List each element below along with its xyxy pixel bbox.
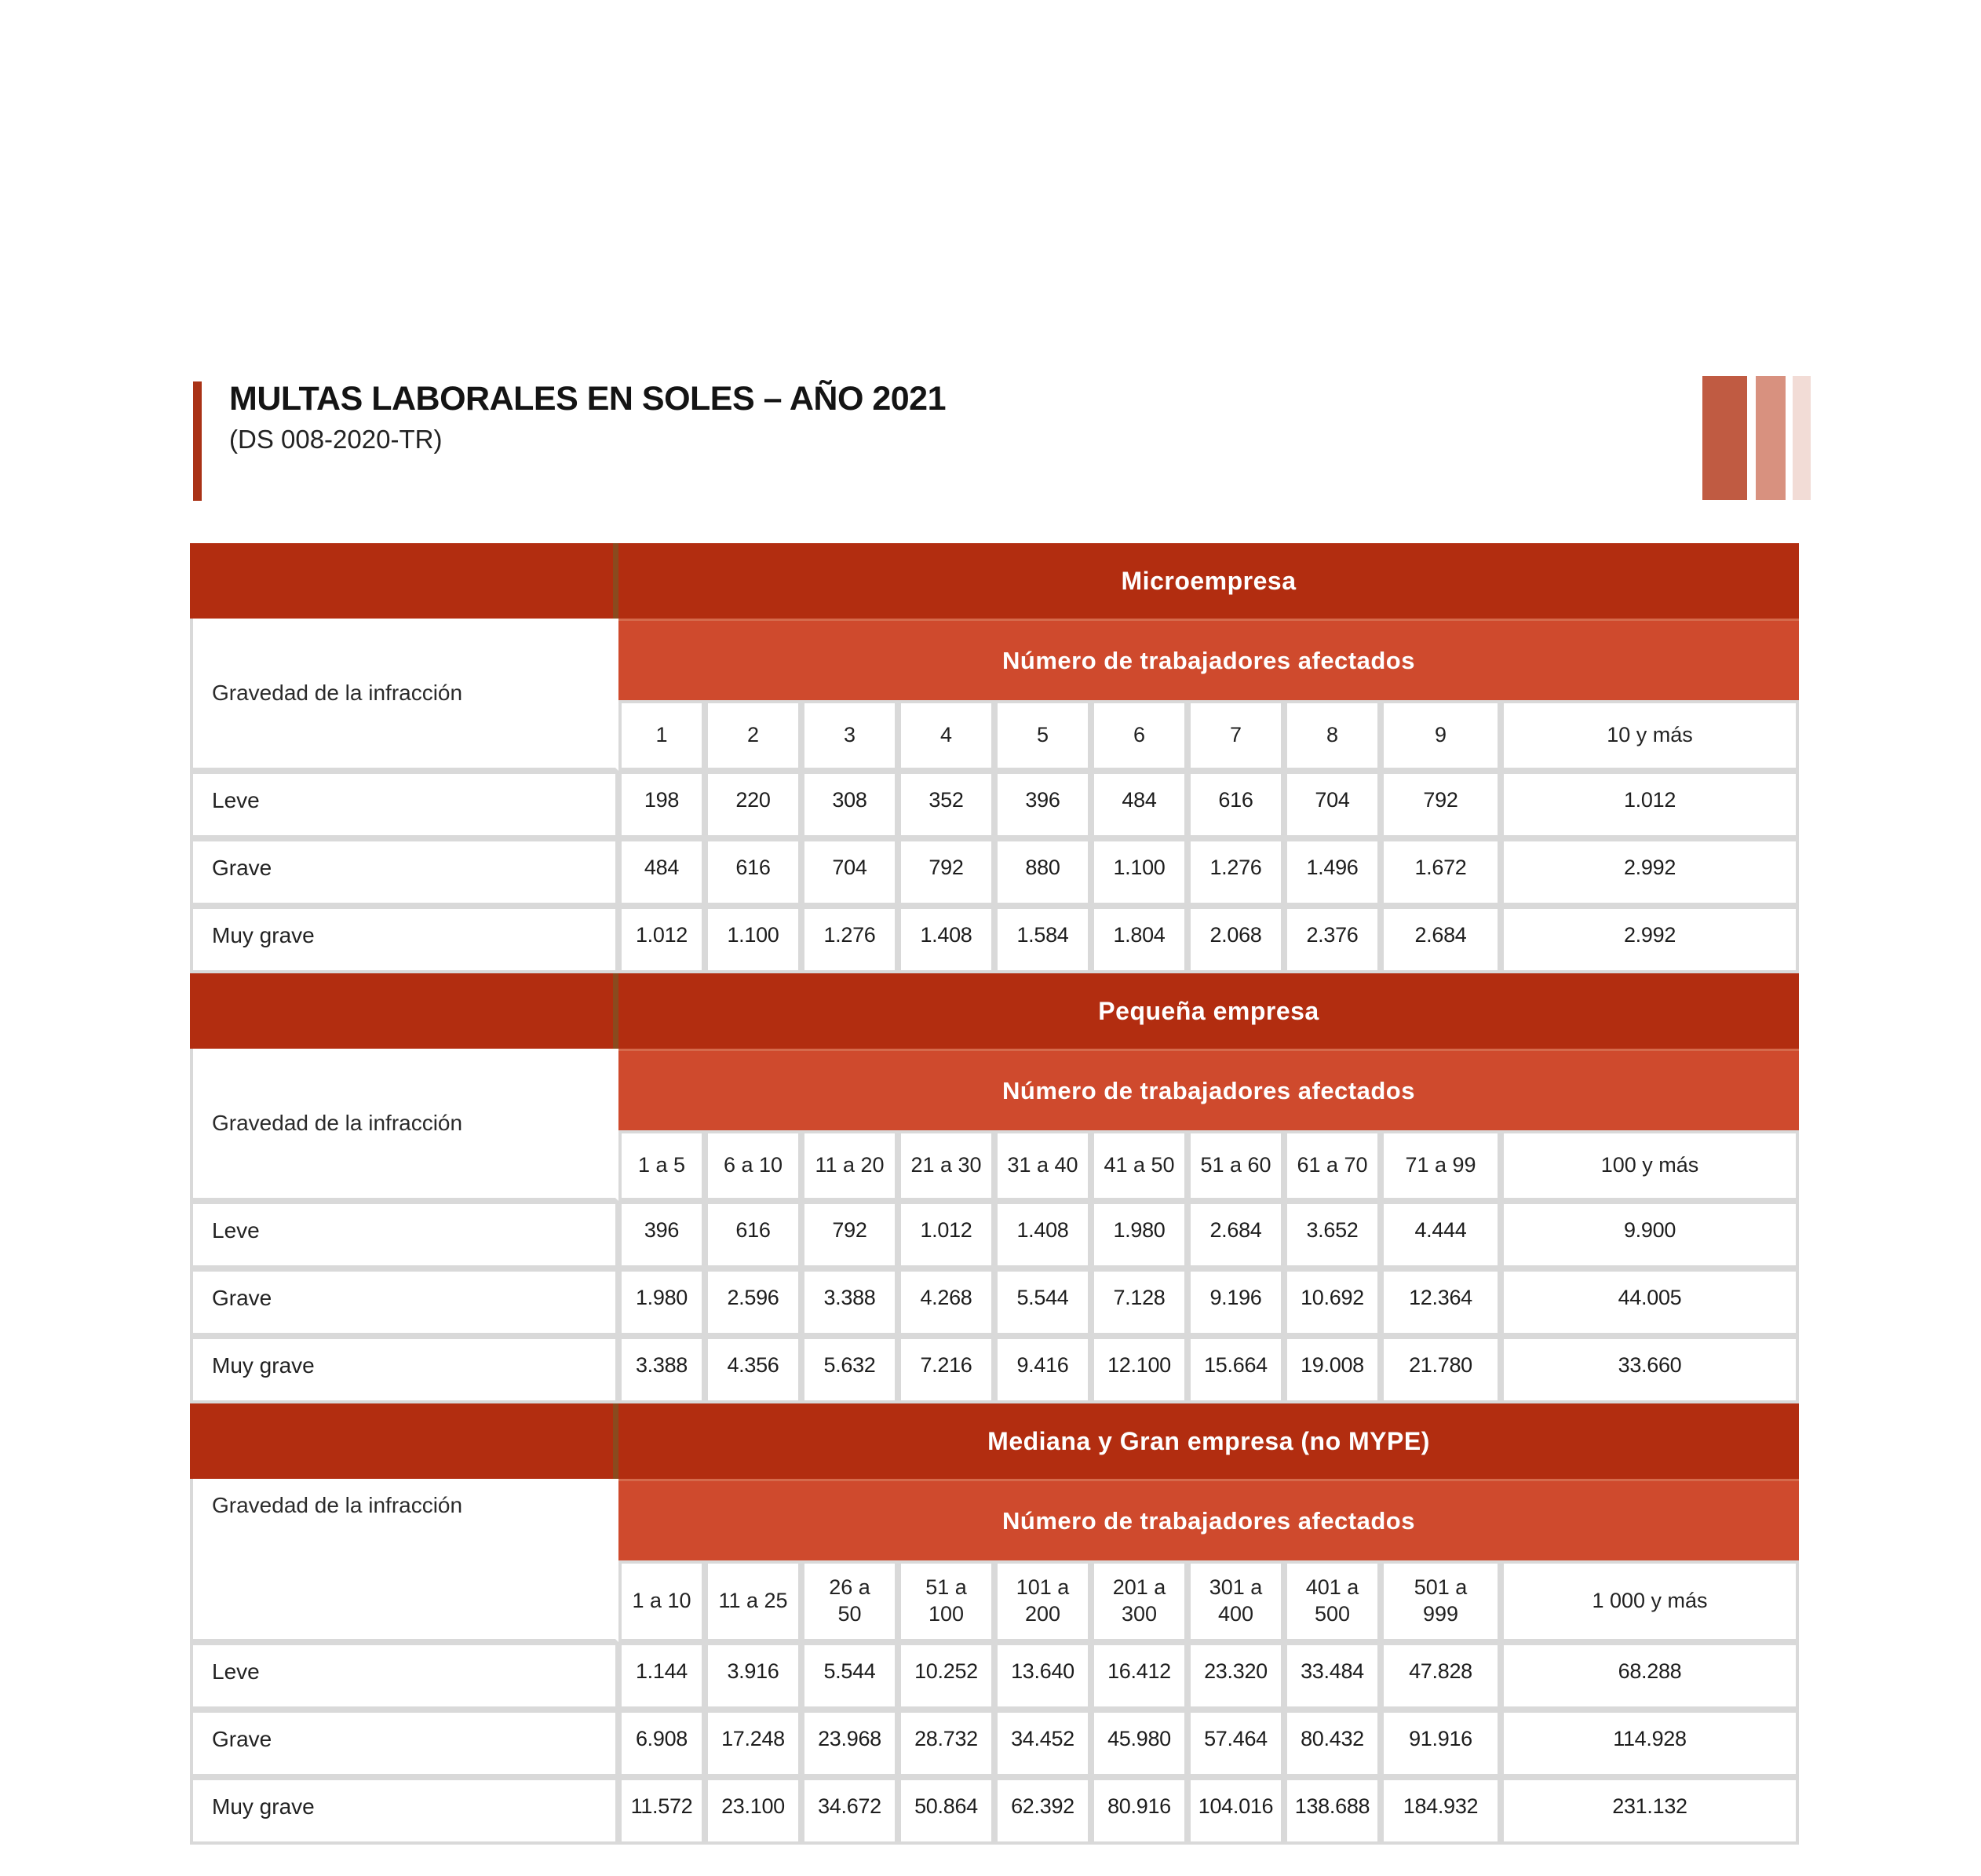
- fine-value-cell: 352: [898, 771, 994, 838]
- fine-value-cell: 1.496: [1284, 838, 1381, 906]
- fine-value-cell: 792: [801, 1201, 898, 1268]
- fine-value-cell: 9.196: [1188, 1268, 1284, 1336]
- fine-value-cell: 21.780: [1381, 1336, 1501, 1403]
- column-header-cell: [801, 1560, 898, 1642]
- fines-table: [190, 543, 1799, 1845]
- section-title-cell: Pequeña empresa: [618, 973, 1799, 1049]
- fine-value-cell: 308: [801, 771, 898, 838]
- column-header-cell: [1501, 700, 1799, 771]
- gravity-label-cell: Gravedad de la infracción: [190, 1049, 618, 1201]
- fine-value-cell: 23.968: [801, 1710, 898, 1777]
- column-header-cell: [1091, 1560, 1188, 1642]
- column-header-label: 5: [1036, 723, 1049, 747]
- column-header-cell: [994, 700, 1091, 771]
- column-header-cell: [1188, 1130, 1284, 1201]
- column-header-label: 6 a 10: [723, 1153, 783, 1177]
- fine-value-cell: 1.804: [1091, 906, 1188, 973]
- decorative-bar-3: [1793, 376, 1811, 500]
- column-header-cell: [898, 700, 994, 771]
- fine-value-cell: 23.100: [705, 1777, 801, 1845]
- column-header-label: 201 a 300: [1112, 1575, 1166, 1626]
- section-header-row: [190, 543, 1799, 619]
- fine-value-cell: 16.412: [1091, 1642, 1188, 1710]
- column-header-label: 11 a 25: [718, 1589, 788, 1613]
- fine-value-cell: 4.356: [705, 1336, 801, 1403]
- page-title: MULTAS LABORALES EN SOLES – AÑO 2021: [229, 380, 947, 418]
- subheader-row: [190, 619, 1799, 700]
- column-header-cell: [1188, 1560, 1284, 1642]
- column-header-label: 26 a 50: [829, 1575, 870, 1626]
- severity-label-cell: Grave: [190, 838, 618, 906]
- fine-value-cell: 484: [618, 838, 705, 906]
- column-header-label: 100 y más: [1600, 1153, 1699, 1177]
- fine-value-cell: 4.268: [898, 1268, 994, 1336]
- column-header-label: 21 a 30: [910, 1153, 982, 1177]
- subheader-row: [190, 1479, 1799, 1560]
- severity-label-cell: Leve: [190, 771, 618, 838]
- page-subtitle: (DS 008-2020-TR): [229, 425, 443, 454]
- column-header-label: 6: [1133, 723, 1146, 747]
- column-header-label: 71 a 99: [1405, 1153, 1476, 1177]
- column-header-cell: [1501, 1130, 1799, 1201]
- title-accent-bar: [193, 381, 202, 501]
- severity-label-cell: Muy grave: [190, 906, 618, 973]
- subheader-cell: Número de trabajadores afectados: [618, 1479, 1799, 1560]
- fine-value-cell: 2.684: [1381, 906, 1501, 973]
- subheader-row: [190, 1049, 1799, 1130]
- column-header-cell: [994, 1560, 1091, 1642]
- column-header-cell: [1284, 700, 1381, 771]
- section-corner-cell: [190, 973, 618, 1049]
- column-header-label: 11 a 20: [815, 1153, 885, 1177]
- fine-value-cell: 104.016: [1188, 1777, 1284, 1845]
- severity-label-cell: Leve: [190, 1642, 618, 1710]
- fine-value-cell: 10.252: [898, 1642, 994, 1710]
- fine-value-cell: 33.484: [1284, 1642, 1381, 1710]
- fine-value-cell: 7.216: [898, 1336, 994, 1403]
- fine-value-cell: 19.008: [1284, 1336, 1381, 1403]
- fine-value-cell: 1.012: [618, 906, 705, 973]
- table-row: [190, 1268, 1799, 1336]
- fine-value-cell: 3.652: [1284, 1201, 1381, 1268]
- fine-value-cell: 1.980: [618, 1268, 705, 1336]
- section-title-cell: Microempresa: [618, 543, 1799, 619]
- column-header-cell: [1284, 1130, 1381, 1201]
- fine-value-cell: 1.012: [1501, 771, 1799, 838]
- table-row: [190, 1642, 1799, 1710]
- fine-value-cell: 616: [705, 1201, 801, 1268]
- column-header-cell: [1284, 1560, 1381, 1642]
- column-header-cell: [705, 700, 801, 771]
- column-header-label: 1: [655, 723, 668, 747]
- fine-value-cell: 1.584: [994, 906, 1091, 973]
- severity-label-cell: Grave: [190, 1710, 618, 1777]
- fine-value-cell: 91.916: [1381, 1710, 1501, 1777]
- column-header-label: 301 a 400: [1209, 1575, 1263, 1626]
- fine-value-cell: 47.828: [1381, 1642, 1501, 1710]
- section-header-row: [190, 1403, 1799, 1479]
- fine-value-cell: 880: [994, 838, 1091, 906]
- fine-value-cell: 68.288: [1501, 1642, 1799, 1710]
- column-header-label: 9: [1434, 723, 1447, 747]
- fine-value-cell: 5.632: [801, 1336, 898, 1403]
- column-header-cell: [705, 1130, 801, 1201]
- column-header-label: 8: [1326, 723, 1339, 747]
- column-header-cell: [1381, 700, 1501, 771]
- fine-value-cell: 6.908: [618, 1710, 705, 1777]
- fine-value-cell: 80.432: [1284, 1710, 1381, 1777]
- fine-value-cell: 33.660: [1501, 1336, 1799, 1403]
- column-header-cell: [801, 1130, 898, 1201]
- fines-table-body: [190, 543, 1799, 1845]
- column-header-label: 401 a 500: [1305, 1575, 1359, 1626]
- subheader-cell: Número de trabajadores afectados: [618, 619, 1799, 700]
- fine-value-cell: 12.100: [1091, 1336, 1188, 1403]
- column-header-cell: [898, 1130, 994, 1201]
- column-header-label: 51 a 100: [925, 1575, 967, 1626]
- fine-value-cell: 1.276: [1188, 838, 1284, 906]
- fine-value-cell: 3.388: [801, 1268, 898, 1336]
- fine-value-cell: 396: [618, 1201, 705, 1268]
- table-row: [190, 1710, 1799, 1777]
- fines-table-wrap: [190, 543, 1799, 1845]
- fine-value-cell: 1.100: [705, 906, 801, 973]
- fine-value-cell: 792: [898, 838, 994, 906]
- column-header-label: 61 a 70: [1297, 1153, 1368, 1177]
- column-header-cell: [618, 700, 705, 771]
- section-corner-cell: [190, 543, 618, 619]
- severity-label-cell: Grave: [190, 1268, 618, 1336]
- fine-value-cell: 484: [1091, 771, 1188, 838]
- fine-value-cell: 17.248: [705, 1710, 801, 1777]
- section-corner-cell: [190, 1403, 618, 1479]
- fine-value-cell: 7.128: [1091, 1268, 1188, 1336]
- column-header-cell: [1381, 1130, 1501, 1201]
- severity-label-cell: Muy grave: [190, 1336, 618, 1403]
- fine-value-cell: 198: [618, 771, 705, 838]
- fine-value-cell: 80.916: [1091, 1777, 1188, 1845]
- section-title-cell: Mediana y Gran empresa (no MYPE): [618, 1403, 1799, 1479]
- fine-value-cell: 2.596: [705, 1268, 801, 1336]
- fine-value-cell: 10.692: [1284, 1268, 1381, 1336]
- severity-label-cell: Leve: [190, 1201, 618, 1268]
- fine-value-cell: 4.444: [1381, 1201, 1501, 1268]
- table-row: [190, 1336, 1799, 1403]
- fine-value-cell: 2.992: [1501, 838, 1799, 906]
- column-header-label: 1 000 y más: [1592, 1589, 1708, 1613]
- fine-value-cell: 616: [705, 838, 801, 906]
- fine-value-cell: 220: [705, 771, 801, 838]
- column-header-label: 4: [939, 723, 953, 747]
- decorative-bar-2: [1756, 376, 1786, 500]
- fine-value-cell: 34.452: [994, 1710, 1091, 1777]
- gravity-label-cell: Gravedad de la infracción: [190, 1479, 618, 1642]
- fine-value-cell: 616: [1188, 771, 1284, 838]
- table-row: [190, 771, 1799, 838]
- column-header-cell: [898, 1560, 994, 1642]
- decorative-bar-1: [1702, 376, 1747, 500]
- column-header-cell: [1381, 1560, 1501, 1642]
- fine-value-cell: 1.672: [1381, 838, 1501, 906]
- fine-value-cell: 1.144: [618, 1642, 705, 1710]
- subheader-cell: Número de trabajadores afectados: [618, 1049, 1799, 1130]
- fine-value-cell: 2.992: [1501, 906, 1799, 973]
- table-row: [190, 1777, 1799, 1845]
- fine-value-cell: 704: [1284, 771, 1381, 838]
- fine-value-cell: 13.640: [994, 1642, 1091, 1710]
- fine-value-cell: 45.980: [1091, 1710, 1188, 1777]
- column-header-label: 31 a 40: [1007, 1153, 1078, 1177]
- fine-value-cell: 2.376: [1284, 906, 1381, 973]
- column-header-cell: [618, 1130, 705, 1201]
- fine-value-cell: 5.544: [994, 1268, 1091, 1336]
- fine-value-cell: 792: [1381, 771, 1501, 838]
- column-header-label: 41 a 50: [1104, 1153, 1175, 1177]
- column-header-label: 1 a 10: [632, 1589, 691, 1613]
- fine-value-cell: 2.684: [1188, 1201, 1284, 1268]
- column-header-label: 2: [746, 723, 760, 747]
- fine-value-cell: 11.572: [618, 1777, 705, 1845]
- fine-value-cell: 114.928: [1501, 1710, 1799, 1777]
- table-row: [190, 906, 1799, 973]
- fine-value-cell: 2.068: [1188, 906, 1284, 973]
- fine-value-cell: 231.132: [1501, 1777, 1799, 1845]
- fine-value-cell: 34.672: [801, 1777, 898, 1845]
- title-block: [229, 380, 946, 454]
- column-header-label: 101 a 200: [1016, 1575, 1070, 1626]
- column-header-cell: [801, 700, 898, 771]
- fine-value-cell: 396: [994, 771, 1091, 838]
- column-header-label: 10 y más: [1607, 723, 1693, 747]
- fine-value-cell: 9.900: [1501, 1201, 1799, 1268]
- column-header-label: 3: [843, 723, 856, 747]
- severity-label-cell: Muy grave: [190, 1777, 618, 1845]
- column-header-cell: [1188, 700, 1284, 771]
- fine-value-cell: 1.408: [898, 906, 994, 973]
- fine-value-cell: 15.664: [1188, 1336, 1284, 1403]
- fine-value-cell: 12.364: [1381, 1268, 1501, 1336]
- fine-value-cell: 138.688: [1284, 1777, 1381, 1845]
- column-header-cell: [1091, 1130, 1188, 1201]
- fine-value-cell: 57.464: [1188, 1710, 1284, 1777]
- fine-value-cell: 3.388: [618, 1336, 705, 1403]
- fine-value-cell: 28.732: [898, 1710, 994, 1777]
- fine-value-cell: 3.916: [705, 1642, 801, 1710]
- column-header-cell: [994, 1130, 1091, 1201]
- fine-value-cell: 1.408: [994, 1201, 1091, 1268]
- column-header-label: 7: [1229, 723, 1242, 747]
- fine-value-cell: 9.416: [994, 1336, 1091, 1403]
- fine-value-cell: 50.864: [898, 1777, 994, 1845]
- fine-value-cell: 44.005: [1501, 1268, 1799, 1336]
- column-header-label: 501 a 999: [1414, 1575, 1468, 1626]
- column-header-label: 1 a 5: [637, 1153, 686, 1177]
- table-row: [190, 838, 1799, 906]
- column-header-cell: [1091, 700, 1188, 771]
- fine-value-cell: 184.932: [1381, 1777, 1501, 1845]
- fine-value-cell: 1.012: [898, 1201, 994, 1268]
- gravity-label-cell: Gravedad de la infracción: [190, 619, 618, 771]
- fine-value-cell: 1.276: [801, 906, 898, 973]
- section-header-row: [190, 973, 1799, 1049]
- fine-value-cell: 62.392: [994, 1777, 1091, 1845]
- column-header-cell: [705, 1560, 801, 1642]
- table-row: [190, 1201, 1799, 1268]
- fine-value-cell: 1.980: [1091, 1201, 1188, 1268]
- fine-value-cell: 704: [801, 838, 898, 906]
- column-header-label: 51 a 60: [1200, 1153, 1271, 1177]
- column-header-cell: [1501, 1560, 1799, 1642]
- fine-value-cell: 5.544: [801, 1642, 898, 1710]
- column-header-cell: [618, 1560, 705, 1642]
- fine-value-cell: 1.100: [1091, 838, 1188, 906]
- fine-value-cell: 23.320: [1188, 1642, 1284, 1710]
